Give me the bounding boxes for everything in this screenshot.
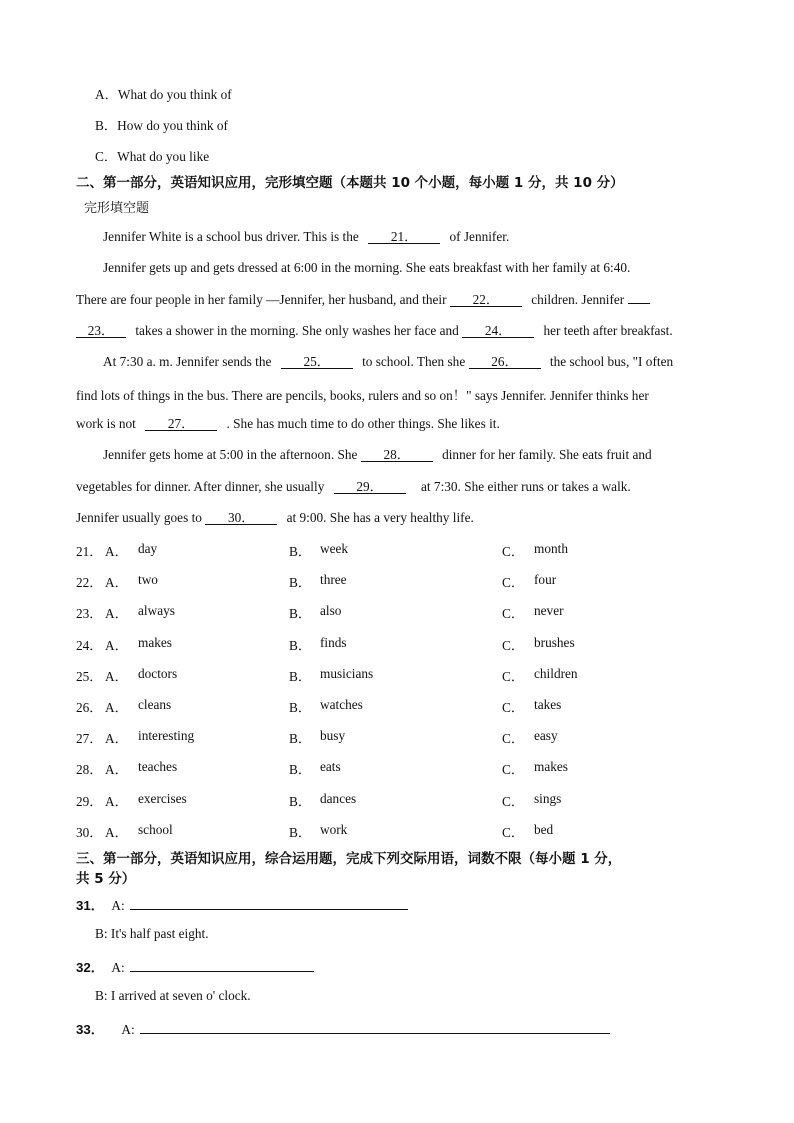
- option-letter-b: B．: [289, 825, 312, 840]
- option-a: teaches: [138, 759, 178, 774]
- passage-text: Jennifer gets home at 5:00 in the afternoon. She: [103, 447, 358, 462]
- option-a: makes: [138, 635, 172, 650]
- option-letter-a: A．: [105, 638, 128, 653]
- dialogue-31-a: [76, 895, 408, 914]
- passage-text: her teeth after breakfast.: [543, 323, 673, 338]
- option-letter-a: A．: [105, 544, 128, 559]
- option-letter-c: C．: [502, 544, 525, 559]
- option-letter-b: B．: [289, 762, 312, 777]
- option-a: always: [138, 603, 175, 618]
- option-a: interesting: [138, 728, 195, 743]
- option-c: takes: [534, 697, 562, 712]
- dialogue-32-b: B: I arrived at seven o' clock.: [95, 988, 251, 1003]
- option-b: finds: [320, 635, 347, 650]
- blank-26: 26．: [469, 355, 541, 369]
- dialogue-33-a: [76, 1019, 610, 1038]
- dialogue-32-a: [76, 957, 314, 976]
- option-c: makes: [534, 759, 568, 774]
- passage-text: dinner for her family. She eats fruit and: [442, 447, 652, 462]
- passage-p3-line3: [76, 416, 500, 432]
- passage-text: the school bus, "I often: [549, 354, 674, 369]
- answer-line-33[interactable]: [140, 1021, 610, 1034]
- dialogue-number: 33．: [76, 1022, 105, 1037]
- speaker-a-label: A:: [121, 1022, 135, 1037]
- option-c: month: [534, 541, 568, 556]
- passage-p1: [103, 229, 509, 245]
- prev-option-c: C．What do you like: [95, 149, 210, 164]
- option-b: busy: [320, 728, 346, 743]
- speaker-a-label: A:: [111, 898, 125, 913]
- answer-line-32[interactable]: [130, 959, 314, 972]
- option-letter-a: A．: [105, 731, 128, 746]
- option-letter-c: C．: [502, 794, 525, 809]
- prev-option-a: A．What do you think of: [95, 87, 232, 102]
- passage-text: of Jennifer.: [449, 229, 510, 244]
- passage-text: at 7:30. She either runs or takes a walk.: [421, 479, 631, 494]
- option-c: four: [534, 572, 557, 587]
- passage-text: children. Jennifer: [531, 292, 625, 307]
- option-b: also: [320, 603, 342, 618]
- passage-text: Jennifer usually goes to: [76, 510, 202, 525]
- blank-21: 21．: [368, 230, 440, 244]
- option-b: week: [320, 541, 349, 556]
- option-letter-b: B．: [289, 731, 312, 746]
- passage-p3-line1: [103, 354, 673, 370]
- passage-p2-line2: [76, 291, 650, 308]
- passage-text: There are four people in her family —Jennifer, her husband, and their: [76, 292, 447, 307]
- blank-25: 25．: [281, 355, 353, 369]
- dialogue-31-b: B: It's half past eight.: [95, 926, 209, 941]
- option-a: school: [138, 822, 173, 837]
- blank-27: 27．: [145, 417, 217, 431]
- option-c: bed: [534, 822, 554, 837]
- option-b: work: [320, 822, 348, 837]
- option-b: dances: [320, 791, 357, 806]
- option-letter-a: A．: [105, 669, 128, 684]
- option-a: doctors: [138, 666, 178, 681]
- option-c: never: [534, 603, 564, 618]
- option-letter-b: B．: [289, 606, 312, 621]
- passage-p2-line1: Jennifer gets up and gets dressed at 6:00 in the morning. She eats breakfast with her family at 6:40.: [103, 260, 631, 275]
- option-letter-c: C．: [502, 731, 525, 746]
- passage-p4-line1: [103, 447, 652, 463]
- option-letter-b: B．: [289, 794, 312, 809]
- option-letter-a: A．: [105, 794, 128, 809]
- passage-p4-line3: [76, 510, 474, 526]
- passage-p4-line2: [76, 479, 631, 495]
- section3-title-line1: 三、第一部分，英语知识应用，综合运用题，完成下列交际用语，词数不限（每小题 1 分，: [76, 851, 622, 867]
- section2-title: 二、第一部分，英语知识应用，完形填空题（本题共 10 个小题，每小题 1 分，共 10 分）: [76, 175, 624, 191]
- option-letter-b: B．: [289, 669, 312, 684]
- blank-30: 30．: [205, 511, 277, 525]
- passage-text: work is not: [76, 416, 136, 431]
- option-letter-a: A．: [105, 575, 128, 590]
- passage-text: at 9:00. She has a very healthy life.: [286, 510, 474, 525]
- question-number: 25．: [76, 669, 103, 684]
- blank-22: 22．: [450, 293, 522, 307]
- option-letter-b: B．: [289, 638, 312, 653]
- option-a: cleans: [138, 697, 172, 712]
- option-b: watches: [320, 697, 363, 712]
- option-a: exercises: [138, 791, 187, 806]
- speaker-a-label: A:: [111, 960, 125, 975]
- option-b: musicians: [320, 666, 374, 681]
- dialogue-number: 31．: [76, 898, 105, 913]
- blank-24: 24．: [462, 324, 534, 338]
- question-number: 28．: [76, 762, 103, 777]
- passage-text: At 7:30 a. m. Jennifer sends the: [103, 354, 272, 369]
- blank-23: 23．: [76, 324, 126, 338]
- answer-line-31[interactable]: [130, 897, 408, 910]
- option-b: three: [320, 572, 347, 587]
- question-number: 21．: [76, 544, 103, 559]
- question-number: 24．: [76, 638, 103, 653]
- question-number: 29．: [76, 794, 103, 809]
- option-letter-b: B．: [289, 575, 312, 590]
- question-number: 30．: [76, 825, 103, 840]
- option-c: easy: [534, 728, 558, 743]
- blank-29: 29．: [334, 480, 406, 494]
- option-a: two: [138, 572, 158, 587]
- option-letter-a: A．: [105, 700, 128, 715]
- section3-title-line2: 共 5 分）: [76, 871, 136, 887]
- option-letter-b: B．: [289, 544, 312, 559]
- passage-text: Jennifer White is a school bus driver. This is the: [103, 229, 359, 244]
- option-letter-a: A．: [105, 825, 128, 840]
- passage-p2-line3: [76, 323, 673, 339]
- blank-23-start: [628, 291, 650, 304]
- passage-text: . She has much time to do other things. She likes it.: [226, 416, 500, 431]
- option-a: day: [138, 541, 158, 556]
- option-letter-c: C．: [502, 606, 525, 621]
- question-number: 26．: [76, 700, 103, 715]
- option-letter-c: C．: [502, 700, 525, 715]
- option-c: brushes: [534, 635, 575, 650]
- option-letter-c: C．: [502, 575, 525, 590]
- option-letter-c: C．: [502, 638, 525, 653]
- dialogue-number: 32．: [76, 960, 105, 975]
- option-letter-c: C．: [502, 762, 525, 777]
- prev-option-b: B．How do you think of: [95, 118, 228, 133]
- passage-text: to school. Then she: [362, 354, 466, 369]
- option-letter-a: A．: [105, 762, 128, 777]
- question-number: 23．: [76, 606, 103, 621]
- option-b: eats: [320, 759, 341, 774]
- option-letter-a: A．: [105, 606, 128, 621]
- blank-28: 28．: [361, 448, 433, 462]
- option-letter-b: B．: [289, 700, 312, 715]
- question-number: 27．: [76, 731, 103, 746]
- option-c: children: [534, 666, 578, 681]
- passage-text: vegetables for dinner. After dinner, she usually: [76, 479, 325, 494]
- section2-subtitle: 完形填空题: [84, 201, 150, 216]
- passage-text: takes a shower in the morning. She only washes her face and: [135, 323, 459, 338]
- passage-p3-line2: find lots of things in the bus. There are pencils, books, rulers and so on！" says Jennifer. Jennifer thinks her: [76, 388, 649, 403]
- question-number: 22．: [76, 575, 103, 590]
- option-letter-c: C．: [502, 825, 525, 840]
- option-letter-c: C．: [502, 669, 525, 684]
- option-c: sings: [534, 791, 562, 806]
